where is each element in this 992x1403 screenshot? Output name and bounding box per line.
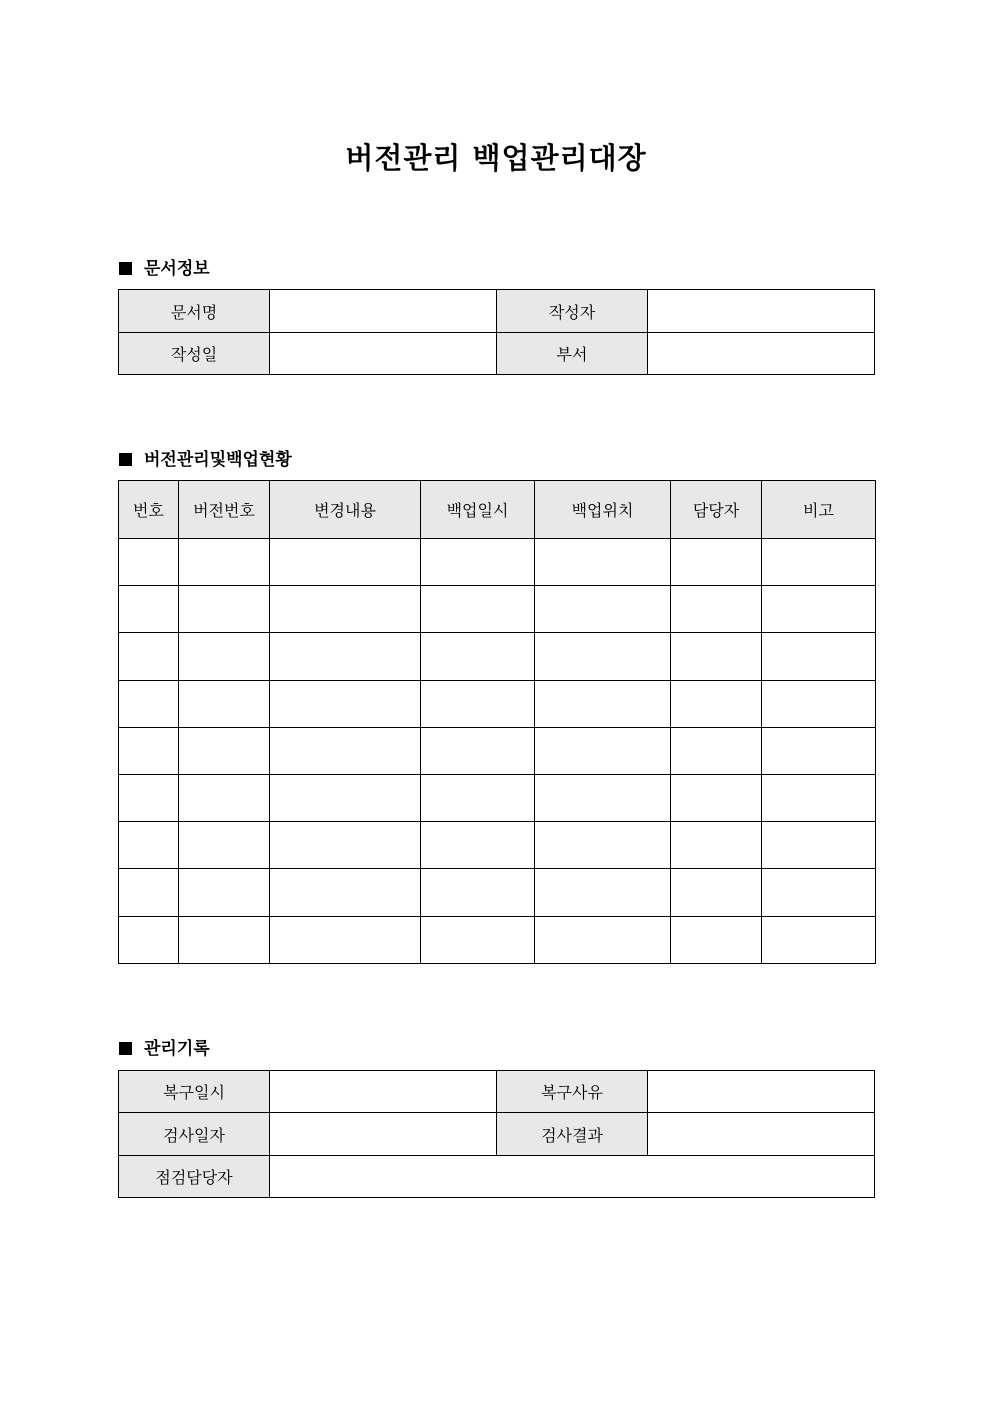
table-cell[interactable] [671,727,762,774]
author-field[interactable] [648,290,875,333]
table-cell[interactable] [762,916,876,963]
table-cell[interactable] [119,869,179,916]
table-cell[interactable] [179,633,270,680]
status-table [118,480,876,964]
column-header: 버전번호 [179,481,270,539]
table-cell[interactable] [762,727,876,774]
table-row [119,869,876,916]
table-cell[interactable] [421,822,535,869]
table-cell[interactable] [535,586,671,633]
table-cell[interactable] [179,680,270,727]
table-cell[interactable] [421,916,535,963]
restore-reason-field[interactable] [648,1071,875,1113]
table-cell[interactable] [671,539,762,586]
table-cell[interactable] [535,633,671,680]
table-cell[interactable] [270,586,421,633]
table-cell[interactable] [119,822,179,869]
table-cell[interactable] [179,727,270,774]
table-row [119,727,876,774]
heading-text: 관리기록 [144,1039,210,1059]
table-cell[interactable] [762,539,876,586]
table-cell[interactable] [119,916,179,963]
table-cell[interactable] [270,916,421,963]
table-cell[interactable] [119,539,179,586]
table-cell[interactable] [179,822,270,869]
table-cell[interactable] [119,586,179,633]
inspect-date-field[interactable] [270,1113,497,1156]
table-cell[interactable] [270,727,421,774]
table-row [119,539,876,586]
table-cell[interactable] [762,680,876,727]
label-inspector: 점검담당자 [119,1156,270,1198]
table-cell[interactable] [270,539,421,586]
doc-info-table [118,289,875,375]
records-table [118,1070,875,1198]
column-header: 비고 [762,481,876,539]
label-restore-reason: 복구사유 [497,1071,648,1113]
table-cell[interactable] [270,633,421,680]
table-cell[interactable] [270,869,421,916]
table-cell[interactable] [762,869,876,916]
square-bullet-icon [119,453,132,466]
label-restore-date: 복구일시 [119,1071,270,1113]
table-cell[interactable] [421,727,535,774]
page-title: 버전관리 백업관리대장 [345,141,647,175]
dept-field[interactable] [648,333,875,375]
heading-text: 버전관리및백업현황 [144,450,292,470]
table-cell[interactable] [535,822,671,869]
table-cell[interactable] [535,727,671,774]
label-author: 작성자 [497,290,648,333]
section-heading-doc-info [119,254,210,279]
table-cell[interactable] [421,539,535,586]
inspect-result-field[interactable] [648,1113,875,1156]
table-cell[interactable] [535,774,671,821]
table-cell[interactable] [421,774,535,821]
column-header: 백업일시 [421,481,535,539]
table-cell[interactable] [421,680,535,727]
table-cell[interactable] [671,680,762,727]
table-cell[interactable] [671,822,762,869]
table-cell[interactable] [762,774,876,821]
table-cell[interactable] [179,869,270,916]
section-heading-status [119,445,292,470]
table-cell[interactable] [119,680,179,727]
table-cell[interactable] [535,916,671,963]
table-cell[interactable] [119,633,179,680]
table-cell[interactable] [671,586,762,633]
inspector-field[interactable] [270,1156,875,1198]
label-date: 작성일 [119,333,270,375]
table-cell[interactable] [421,869,535,916]
table-cell[interactable] [762,633,876,680]
table-cell[interactable] [762,822,876,869]
square-bullet-icon [119,1042,132,1055]
label-inspect-date: 검사일자 [119,1113,270,1156]
column-header: 변경내용 [270,481,421,539]
table-cell[interactable] [119,727,179,774]
table-cell[interactable] [671,869,762,916]
table-cell[interactable] [179,916,270,963]
square-bullet-icon [119,262,132,275]
restore-date-field[interactable] [270,1071,497,1113]
table-cell[interactable] [270,822,421,869]
column-header: 담당자 [671,481,762,539]
section-heading-records [119,1034,210,1059]
table-row [119,774,876,821]
label-doc-name: 문서명 [119,290,270,333]
doc-name-field[interactable] [270,290,497,333]
label-inspect-result: 검사결과 [497,1113,648,1156]
table-cell[interactable] [179,586,270,633]
heading-text: 문서정보 [144,259,210,279]
table-cell[interactable] [535,869,671,916]
table-cell[interactable] [671,916,762,963]
table-cell[interactable] [535,680,671,727]
table-row [119,916,876,963]
date-field[interactable] [270,333,497,375]
table-cell[interactable] [270,774,421,821]
label-dept: 부서 [497,333,648,375]
table-row [119,822,876,869]
table-row [119,633,876,680]
column-header: 번호 [119,481,179,539]
table-row [119,680,876,727]
table-cell[interactable] [119,774,179,821]
table-header-row [119,481,876,539]
table-cell[interactable] [762,586,876,633]
table-cell[interactable] [270,680,421,727]
table-cell[interactable] [671,774,762,821]
table-cell[interactable] [535,539,671,586]
table-cell[interactable] [179,774,270,821]
table-row [119,586,876,633]
table-cell[interactable] [671,633,762,680]
table-cell[interactable] [421,633,535,680]
column-header: 백업위치 [535,481,671,539]
table-cell[interactable] [421,586,535,633]
table-cell[interactable] [179,539,270,586]
